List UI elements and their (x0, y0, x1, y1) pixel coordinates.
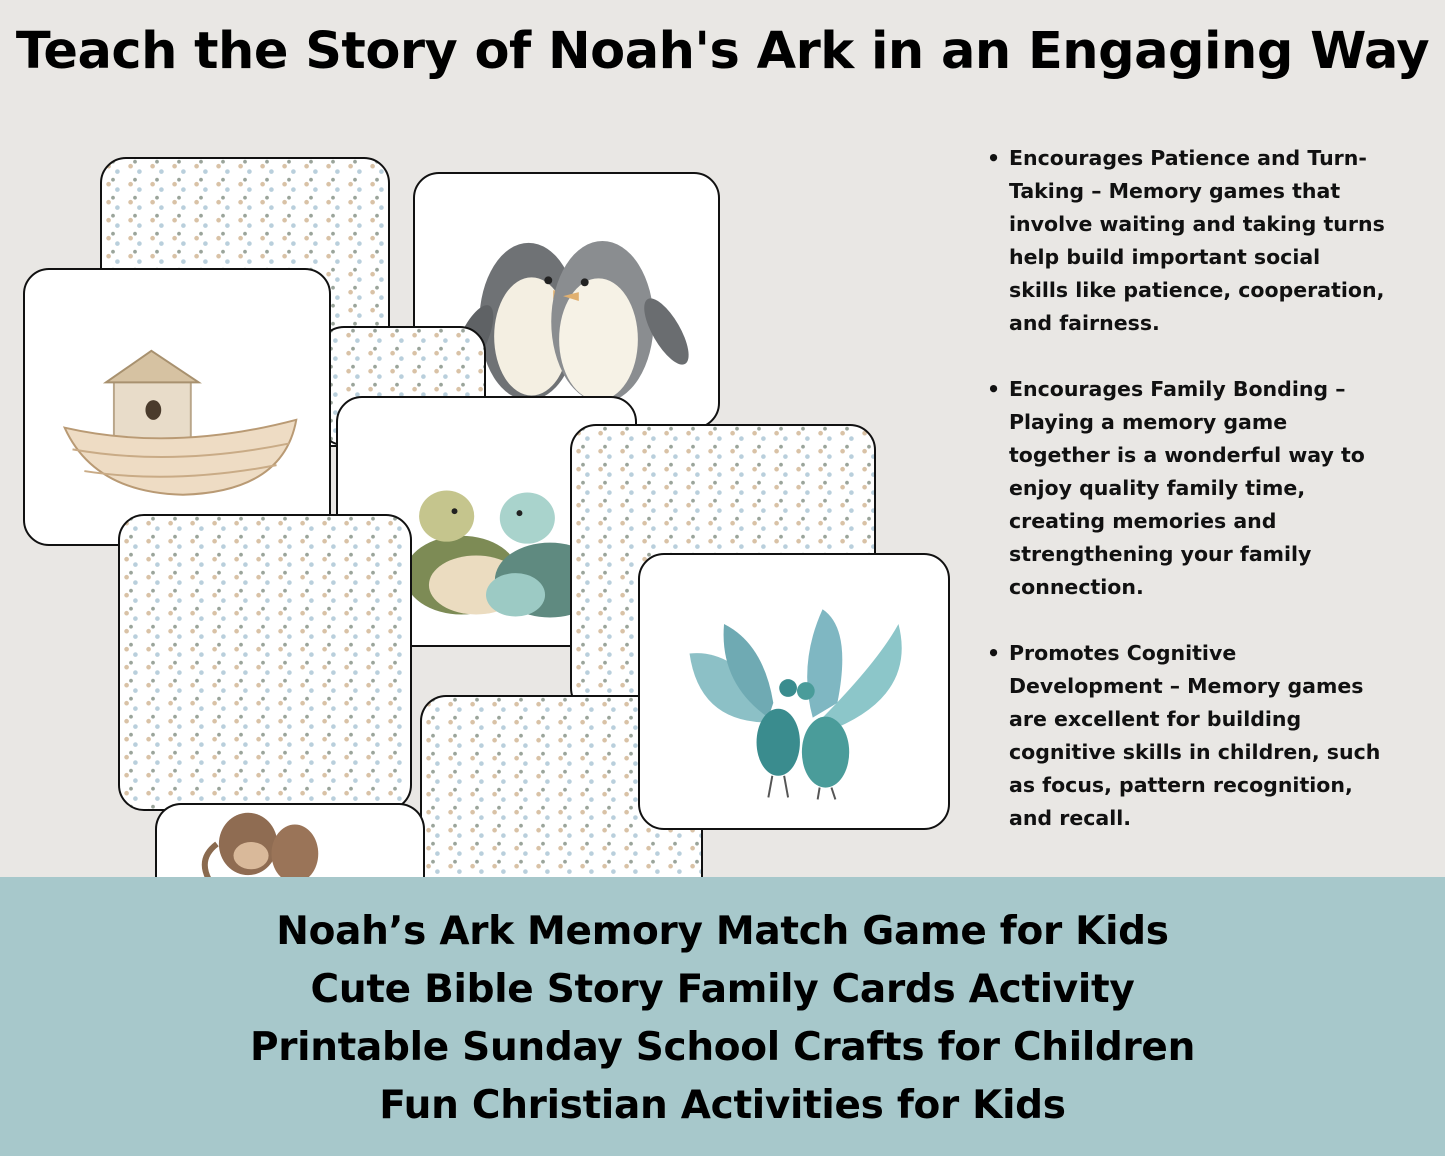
card-monkeys (155, 803, 425, 880)
card-ark (23, 268, 331, 546)
benefit-item: • Encourages Patience and Turn-Taking – Memory games that involve waiting and taking turns help build important social skills like patience, cooperation, and fairness. (985, 142, 1385, 340)
footer-line: Cute Bible Story Family Cards Activity (310, 967, 1135, 1012)
footer-band (0, 877, 1445, 1156)
page-title: Teach the Story of Noah's Ark in an Engaging Way (15, 22, 1430, 81)
benefits-list (985, 142, 1385, 868)
peacocks-illustration (640, 555, 948, 828)
benefit-item: • Encourages Family Bonding – Playing a memory game together is a wonderful way to enjoy quality family time, creating memories and strengthening your family connection. (985, 373, 1385, 604)
monkeys-illustration (157, 805, 423, 880)
footer-line: Noah’s Ark Memory Match Game for Kids (276, 909, 1169, 954)
footer-line: Printable Sunday School Crafts for Children (249, 1025, 1196, 1070)
ark-illustration (25, 270, 329, 544)
benefit-item: • Promotes Cognitive Development – Memory games are excellent for building cognitive skills in children, such as focus, pattern recognition, and recall. (985, 637, 1385, 835)
card-back (118, 514, 412, 811)
footer-line: Fun Christian Activities for Kids (379, 1083, 1066, 1128)
card-peacocks (638, 553, 950, 830)
